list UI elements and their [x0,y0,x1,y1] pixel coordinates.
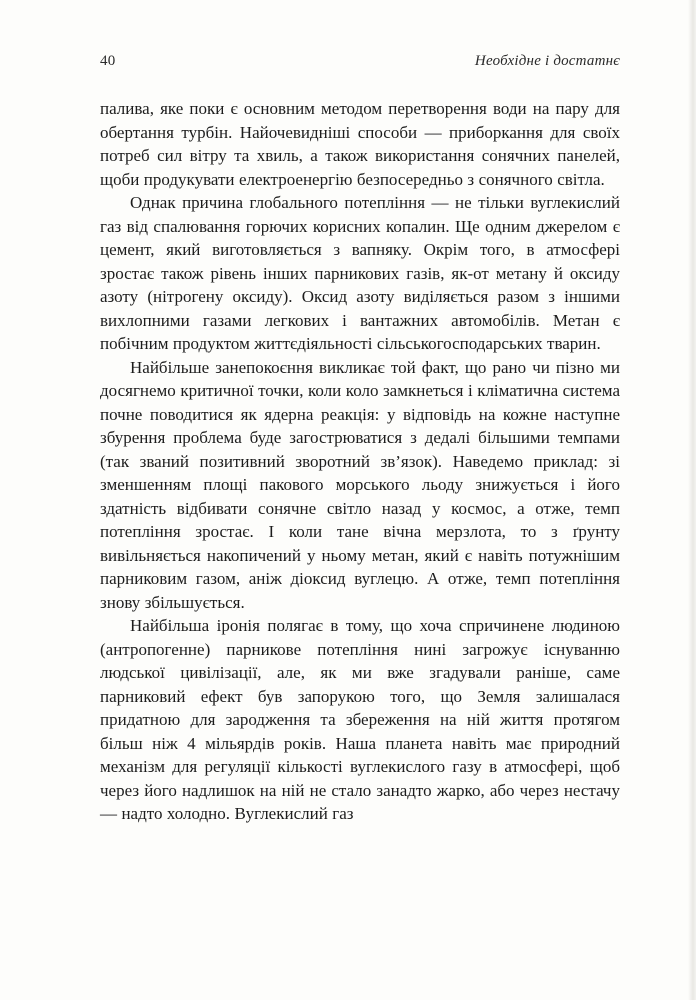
page-header [100,52,620,70]
paragraph-1: палива, яке поки є основним методом перетворення води на пару для обертання турбін. Найочевидніші способи — приборкання для своїх потреб сил вітру та хвиль, а також використання сонячних панелей, щоби продукувати електроенергію безпосередньо з сонячного світла. [100,99,620,189]
page-body [100,97,620,826]
page-number: 40 [100,53,116,69]
paragraph-3: Найбільше занепокоєння викликає той факт, що рано чи пізно ми досягнемо критичної точки, коли коло замкнеться і кліматична система почне поводитися як ядерна реакція: у відповідь на кожне наступне збурення проблема буде загострюватися з дедалі більшими темпами (так званий позитивний зворотний зв’язок). Наведемо приклад: зі зменшенням площі пакового морського льоду знижується і його здатність відбивати сонячне світло назад у космос, а отже, темп потепління зростає. І коли тане вічна мерзлота, то з ґрунту вивільняється накопичений у ньому метан, який є навіть потужнішим парниковим газом, аніж діоксид вуглецю. А отже, темп потепління знову збільшується. [100,357,620,612]
paragraph-2: Однак причина глобального потепління — не тільки вуглекислий газ від спалювання горючих корисних копалин. Ще одним джерелом є цемент, який виготовляється з вапняку. Окрім того, в атмосфері зростає також рівень інших парникових газів, як-от метану й оксиду азоту (нітрогену оксиду). Оксид азоту виділяється разом з іншими вихлопними газами легкових і вантажних автомобілів. Метан є побічним продуктом життєдіяльності сільськогосподарських тварин. [100,193,620,353]
running-title: Необхідне і достатнє [474,53,620,69]
paragraph-4: Найбільша іронія полягає в тому, що хоча спричинене людиною (антропогенне) парникове потепління нині загрожує існуванню людської цивілізації, але, як ми вже згадували раніше, саме парниковий ефект був запорукою того, що Земля залишалася придатною для зародження та збереження на ній життя протягом більш ніж 4 мільярдів років. Наша планета навіть має природний механізм для регуляції кількості вуглекислого газу в атмосфері, щоб через його надлишок на ній не стало занадто жарко, або через нестачу — надто холодно. Вуглекислий газ [100,616,620,823]
